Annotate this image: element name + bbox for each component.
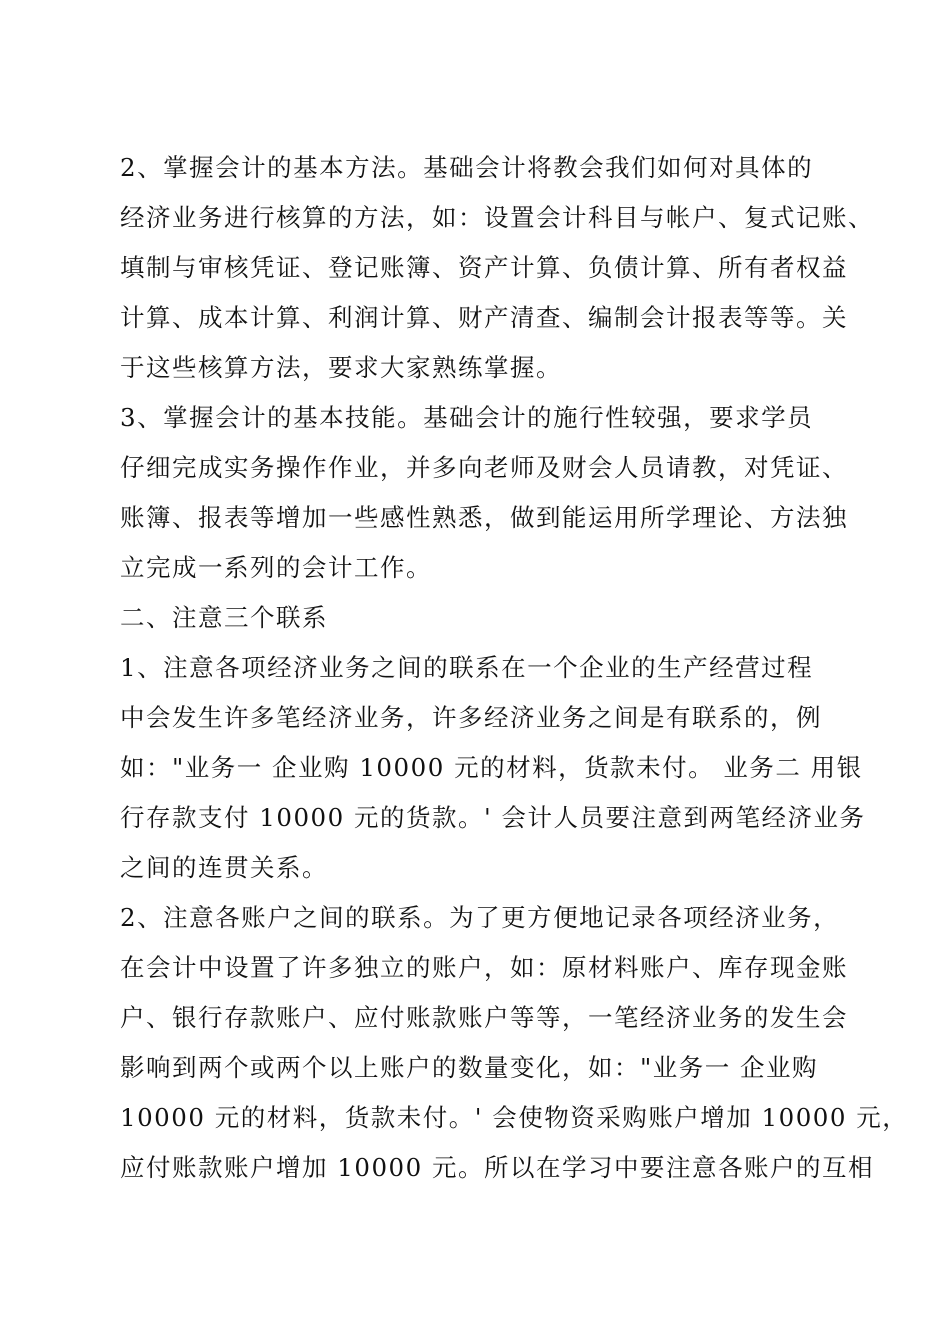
text-line: 之间的连贯关系。 xyxy=(120,853,328,882)
text-line: 行存款支付 10000 元的货款。' 会计人员要注意到两笔经济业务 xyxy=(120,803,866,832)
text-line: 影响到两个或两个以上账户的数量变化，如："业务一 企业购 xyxy=(120,1053,819,1082)
text-line: 3、掌握会计的基本技能。基础会计的施行性较强，要求学员 xyxy=(120,403,814,432)
text-line: 户、银行存款账户、应付账款账户等等，一笔经济业务的发生会 xyxy=(120,1003,848,1032)
text-line: 于这些核算方法，要求大家熟练掌握。 xyxy=(120,353,562,382)
text-line: 2、注意各账户之间的联系。为了更方便地记录各项经济业务， xyxy=(120,903,840,932)
text-line: 经济业务进行核算的方法，如：设置会计科目与帐户、复式记账、 xyxy=(120,203,874,232)
text-line: 计算、成本计算、利润计算、财产清查、编制会计报表等等。关 xyxy=(120,303,848,332)
text-line: 10000 元的材料，货款未付。' 会使物资采购账户增加 10000 元， xyxy=(120,1103,909,1132)
text-line: 立完成一系列的会计工作。 xyxy=(120,553,432,582)
section-heading: 二、注意三个联系 xyxy=(120,603,328,632)
text-line: 账簿、报表等增加一些感性熟悉，做到能运用所学理论、方法独 xyxy=(120,503,848,532)
text-line: 填制与审核凭证、登记账簿、资产计算、负债计算、所有者权益 xyxy=(120,253,848,282)
text-line: 仔细完成实务操作作业，并多向老师及财会人员请教，对凭证、 xyxy=(120,453,848,482)
text-line: 在会计中设置了许多独立的账户，如：原材料账户、库存现金账 xyxy=(120,953,848,982)
text-line: 1、注意各项经济业务之间的联系在一个企业的生产经营过程 xyxy=(120,653,814,682)
text-line: 应付账款账户增加 10000 元。所以在学习中要注意各账户的互相 xyxy=(120,1153,875,1182)
text-line: 如："业务一 企业购 10000 元的材料，货款未付。 业务二 用银 xyxy=(120,753,863,782)
text-line: 中会发生许多笔经济业务，许多经济业务之间是有联系的，例 xyxy=(120,703,822,732)
text-line: 2、掌握会计的基本方法。基础会计将教会我们如何对具体的 xyxy=(120,153,814,182)
